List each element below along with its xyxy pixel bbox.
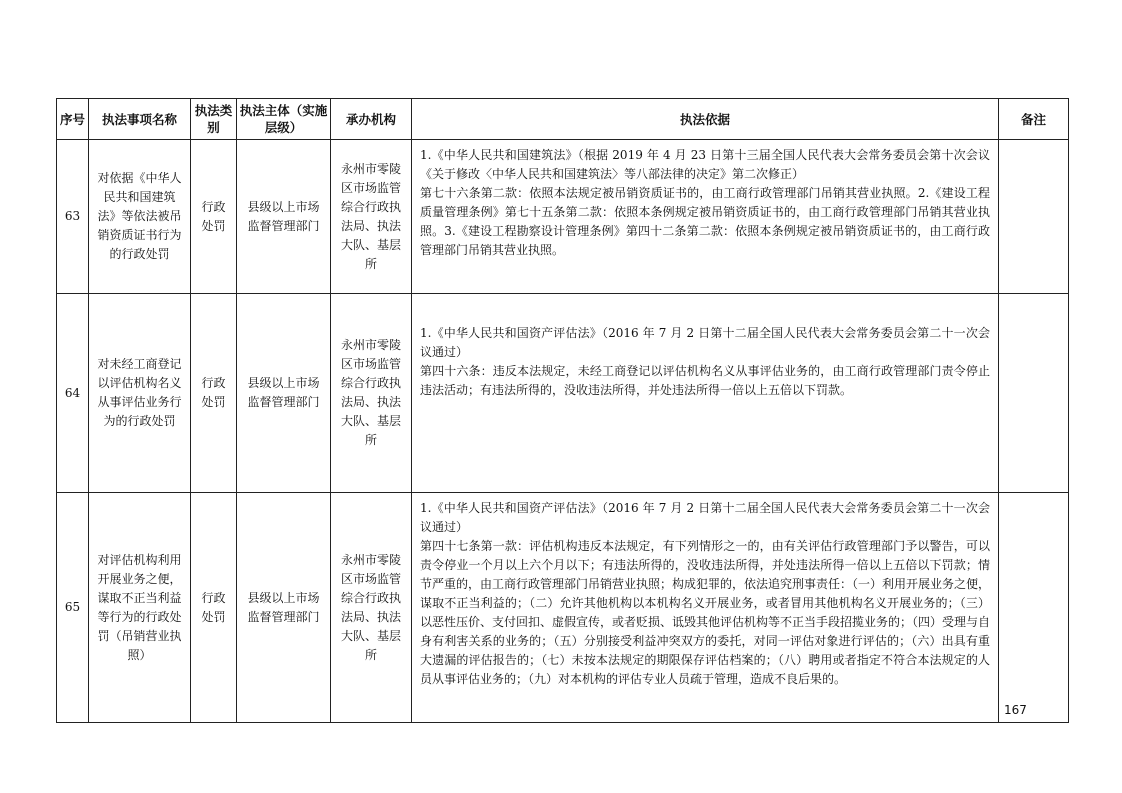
- row-seq: 65: [57, 493, 89, 723]
- row-subject: 县级以上市场监督管理部门: [237, 294, 331, 493]
- row-basis: [412, 294, 999, 493]
- row-category: 行政处罚: [191, 493, 237, 723]
- header-seq: 序号: [57, 99, 89, 140]
- row-item: 对未经工商登记以评估机构名义从事评估业务行为的行政处罚: [89, 294, 191, 493]
- table-row: [57, 493, 1069, 723]
- row-subject: 县级以上市场监督管理部门: [237, 140, 331, 294]
- basis-paragraph: 1.《中华人民共和国建筑法》（根据 2019 年 4 月 23 日第十三届全国人民代表大会常务委员会第十次会议《关于修改〈中华人民共和国建筑法〉等八部法律的决定》第二次修正）: [420, 148, 990, 181]
- row-agency: 永州市零陵区市场监管综合行政执法局、执法大队、基层所: [331, 140, 412, 294]
- row-basis: [412, 493, 999, 723]
- row-agency: 永州市零陵区市场监管综合行政执法局、执法大队、基层所: [331, 493, 412, 723]
- header-row: [57, 99, 1069, 140]
- header-note: 备注: [999, 99, 1069, 140]
- header-subject: 执法主体（实施层级）: [237, 99, 331, 140]
- row-basis: [412, 140, 999, 294]
- header-item: 执法事项名称: [89, 99, 191, 140]
- header-category: 执法类别: [191, 99, 237, 140]
- basis-paragraph: 第七十六条第二款：依照本法规定被吊销资质证书的，由工商行政管理部门吊销其营业执照。2.《建设工程质量管理条例》第七十五条第二款：依照本条例规定被吊销资质证书的，由工商行政管理部门吊销其营业执照。3.《建设工程勘察设计管理条例》第四十二条第二款：依照本条例规定被吊销资质证书的，由工商行政管理部门吊销其营业执照。: [420, 186, 990, 257]
- basis-paragraph: 1.《中华人民共和国资产评估法》（2016 年 7 月 2 日第十二届全国人民代表大会常务委员会第二十一次会议通过）: [420, 501, 990, 534]
- header-basis: 执法依据: [412, 99, 999, 140]
- row-item: 对依据《中华人民共和国建筑法》等依法被吊销资质证书行为的行政处罚: [89, 140, 191, 294]
- basis-paragraph: 1.《中华人民共和国资产评估法》（2016 年 7 月 2 日第十二届全国人民代表大会常务委员会第二十一次会议通过）: [420, 326, 990, 359]
- row-subject: 县级以上市场监督管理部门: [237, 493, 331, 723]
- row-category: 行政处罚: [191, 294, 237, 493]
- row-note: [999, 493, 1069, 723]
- row-item: 对评估机构利用开展业务之便，谋取不正当利益等行为的行政处罚（吊销营业执照）: [89, 493, 191, 723]
- row-seq: 64: [57, 294, 89, 493]
- row-seq: 63: [57, 140, 89, 294]
- row-category: 行政处罚: [191, 140, 237, 294]
- row-agency: 永州市零陵区市场监管综合行政执法局、执法大队、基层所: [331, 294, 412, 493]
- basis-paragraph: 第四十七条第一款：评估机构违反本法规定，有下列情形之一的，由有关评估行政管理部门予以警告，可以责令停业一个月以上六个月以下；有违法所得的，没收违法所得，并处违法所得一倍以上五倍以下罚款；情节严重的，由工商行政管理部门吊销营业执照；构成犯罪的，依法追究刑事责任：（一）利用开展业务之便，谋取不正当利益的；（二）允许其他机构以本机构名义开展业务，或者冒用其他机构名义开展业务的；（三）以恶性压价、支付回扣、虚假宣传，或者贬损、诋毁其他评估机构等不正当手段招揽业务的；（四）受理与自身有利害关系的业务的；（五）分别接受利益冲突双方的委托，对同一评估对象进行评估的；（六）出具有重大遗漏的评估报告的；（七）未按本法规定的期限保存评估档案的；（八）聘用或者指定不符合本法规定的人员从事评估业务的；（九）对本机构的评估专业人员疏于管理，造成不良后果的。: [420, 539, 991, 686]
- page-number: 167: [1004, 703, 1027, 717]
- basis-paragraph: 第四十六条：违反本法规定，未经工商登记以评估机构名义从事评估业务的，由工商行政管理部门责令停止违法活动；有违法所得的，没收违法所得，并处违法所得一倍以上五倍以下罚款。: [420, 364, 990, 397]
- enforcement-table: [56, 98, 1069, 723]
- table-row: [57, 140, 1069, 294]
- row-note: [999, 294, 1069, 493]
- header-agency: 承办机构: [331, 99, 412, 140]
- table-row: [57, 294, 1069, 493]
- row-note: [999, 140, 1069, 294]
